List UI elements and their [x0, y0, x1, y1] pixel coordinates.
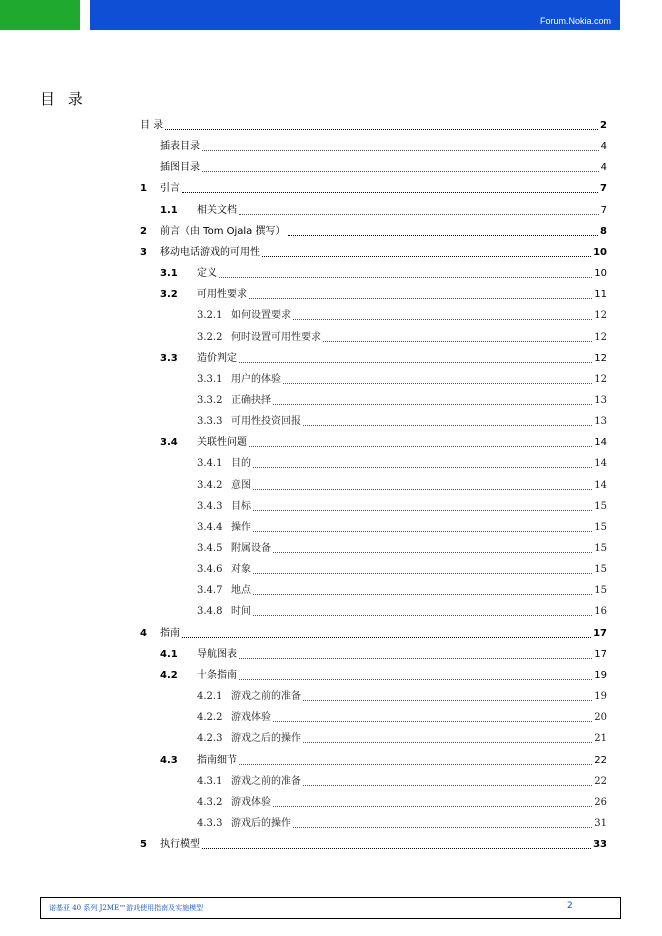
toc-leader-dots: [249, 298, 592, 299]
toc-leader-dots: [323, 341, 592, 342]
toc-entry-page: 10: [593, 247, 607, 258]
toc-leader-dots: [253, 510, 592, 511]
toc-entry-title: 游戏体验: [231, 712, 271, 723]
toc-entry-page: 15: [594, 522, 607, 533]
toc-entry-number: 5: [140, 839, 147, 850]
toc-entry-number: 4.1: [160, 649, 178, 660]
toc-entry[interactable]: [0, 754, 607, 768]
toc-entry-number: 4.3.2: [197, 797, 223, 808]
toc-entry-number: 3.4: [160, 437, 178, 448]
toc-entry-page: 17: [593, 628, 607, 639]
toc-entry[interactable]: [0, 394, 607, 408]
toc-entry[interactable]: [0, 732, 607, 746]
toc-entry-title: 用户的体验: [231, 374, 281, 385]
toc-leader-dots: [273, 806, 592, 807]
toc-entry-page: 15: [594, 585, 607, 596]
toc-entry-number: 4.3: [160, 755, 178, 766]
toc-entry[interactable]: [0, 182, 607, 196]
toc-entry-page: 12: [594, 374, 607, 385]
toc-entry[interactable]: [0, 436, 607, 450]
toc-leader-dots: [239, 214, 599, 215]
toc-entry-title: 插表目录: [160, 141, 200, 152]
toc-entry-page: 15: [594, 564, 607, 575]
toc-leader-dots: [273, 552, 592, 553]
toc-entry-number: 3.3.1: [197, 374, 223, 385]
toc-entry-page: 15: [594, 543, 607, 554]
toc-entry-page: 14: [594, 437, 607, 448]
toc-entry[interactable]: [0, 605, 607, 619]
toc-entry-page: 15: [594, 501, 607, 512]
toc-entry-number: 3: [140, 247, 147, 258]
toc-entry-page: 20: [594, 712, 607, 723]
toc-entry-title: 可用性要求: [197, 289, 247, 300]
toc-entry-title: 游戏之前的准备: [231, 691, 301, 702]
toc-entry-title: 指南细节: [197, 755, 237, 766]
toc-entry-number: 3.4.5: [197, 543, 223, 554]
toc-entry-title: 定义: [197, 268, 217, 279]
toc-entry-title: 如何设置要求: [231, 310, 291, 321]
toc-entry-title: 目 录: [140, 120, 164, 131]
toc-leader-dots: [253, 489, 592, 490]
toc-entry-page: 26: [594, 797, 607, 808]
toc-entry[interactable]: [0, 352, 607, 366]
toc-entry[interactable]: [0, 690, 607, 704]
toc-entry-page: 4: [600, 141, 607, 152]
toc-entry-number: 1: [140, 183, 147, 194]
toc-entry-title: 前言（由 Tom Ojala 撰写）: [160, 226, 286, 237]
toc-leader-dots: [273, 404, 592, 405]
toc-entry-title: 执行模型: [160, 839, 200, 850]
toc-entry-number: 3.4.4: [197, 522, 223, 533]
toc-leader-dots: [283, 383, 592, 384]
toc-entry[interactable]: [0, 373, 607, 387]
toc-entry[interactable]: [0, 711, 607, 725]
toc-entry-title: 对象: [231, 564, 251, 575]
footer-document-title: 诺基亚 40 系列 J2ME™游戏使用指南及实施模型: [49, 904, 204, 912]
toc-entry-page: 12: [594, 310, 607, 321]
toc-entry-title: 移动电话游戏的可用性: [160, 247, 260, 258]
toc-entry[interactable]: [0, 479, 607, 493]
toc-leader-dots: [303, 700, 592, 701]
toc-entry-title: 游戏之后的操作: [231, 733, 301, 744]
toc-entry[interactable]: [0, 309, 607, 323]
toc-leader-dots: [253, 467, 592, 468]
toc-entry-number: 3.1: [160, 268, 178, 279]
toc-leader-dots: [253, 573, 592, 574]
toc-entry[interactable]: [0, 838, 607, 852]
toc-entry-page: 16: [594, 606, 607, 617]
toc-entry[interactable]: [0, 457, 607, 471]
toc-entry-page: 12: [594, 353, 607, 364]
toc-entry-title: 意图: [231, 480, 251, 491]
toc-entry-page: 2: [600, 120, 607, 131]
toc-leader-dots: [202, 150, 599, 151]
toc-entry-title: 相关文档: [197, 205, 237, 216]
toc-entry-title: 时间: [231, 606, 251, 617]
toc-leader-dots: [249, 446, 592, 447]
toc-entry-number: 4.3.1: [197, 776, 223, 787]
toc-entry-page: 12: [594, 332, 607, 343]
toc-entry[interactable]: [0, 415, 607, 429]
toc-entry-page: 13: [594, 416, 607, 427]
toc-leader-dots: [239, 764, 592, 765]
toc-entry[interactable]: [0, 288, 607, 302]
toc-entry[interactable]: [0, 584, 607, 598]
toc-entry-page: 8: [600, 226, 607, 237]
toc-entry-page: 4: [600, 162, 607, 173]
toc-leader-dots: [262, 256, 591, 257]
toc-entry[interactable]: [0, 521, 607, 535]
toc-entry-number: 2: [140, 226, 147, 237]
toc-entry-number: 3.2.2: [197, 332, 223, 343]
header-green-bar: [0, 0, 80, 30]
toc-entry-title: 地点: [231, 585, 251, 596]
toc-leader-dots: [293, 827, 592, 828]
toc-entry-page: 14: [594, 458, 607, 469]
toc-entry-title: 何时设置可用性要求: [231, 332, 321, 343]
toc-entry-number: 3.4.2: [197, 480, 223, 491]
toc-entry-title: 造价判定: [197, 353, 237, 364]
toc-entry-page: 19: [594, 670, 607, 681]
toc-entry[interactable]: [0, 775, 607, 789]
toc-entry-title: 引言: [160, 183, 180, 194]
toc-entry-number: 3.4.6: [197, 564, 223, 575]
toc-entry-number: 3.2: [160, 289, 178, 300]
toc-entry[interactable]: [0, 500, 607, 514]
toc-entry-title: 插图目录: [160, 162, 200, 173]
toc-entry-title: 导航图表: [197, 649, 237, 660]
toc-entry-page: 22: [594, 755, 607, 766]
toc-entry-page: 7: [600, 183, 607, 194]
toc-entry[interactable]: [0, 225, 607, 239]
toc-leader-dots: [239, 362, 592, 363]
toc-entry-number: 4.2.3: [197, 733, 223, 744]
toc-leader-dots: [239, 658, 592, 659]
toc-entry-title: 游戏后的操作: [231, 818, 291, 829]
toc-entry[interactable]: [0, 563, 607, 577]
toc-entry-page: 31: [594, 818, 607, 829]
toc-entry[interactable]: [0, 246, 607, 260]
toc-entry[interactable]: [0, 119, 607, 133]
toc-entry-number: 4.2.2: [197, 712, 223, 723]
toc-entry-number: 3.2.1: [197, 310, 223, 321]
toc-entry-title: 目标: [231, 501, 251, 512]
toc-entry-number: 3.4.7: [197, 585, 223, 596]
toc-entry[interactable]: [0, 161, 607, 175]
toc-entry-title: 十条指南: [197, 670, 237, 681]
toc-entry-title: 游戏体验: [231, 797, 271, 808]
toc-leader-dots: [253, 615, 592, 616]
toc-entry-page: 19: [594, 691, 607, 702]
toc-entry-title: 游戏之前的准备: [231, 776, 301, 787]
footer-page-number: 2: [567, 901, 573, 911]
toc-entry[interactable]: [0, 669, 607, 683]
toc-entry-page: 10: [594, 268, 607, 279]
toc-leader-dots: [303, 425, 592, 426]
toc-entry-page: 7: [600, 205, 607, 216]
toc-entry-page: 33: [593, 839, 607, 850]
toc-leader-dots: [303, 742, 592, 743]
toc-entry-title: 指南: [160, 628, 180, 639]
toc-entry[interactable]: [0, 648, 607, 662]
toc-entry-title: 附属设备: [231, 543, 271, 554]
header-site-link[interactable]: Forum.Nokia.com: [539, 16, 611, 26]
toc-leader-dots: [303, 785, 592, 786]
toc-leader-dots: [202, 848, 591, 849]
toc-entry[interactable]: [0, 542, 607, 556]
toc-leader-dots: [239, 679, 592, 680]
toc-entry-number: 3.4.1: [197, 458, 223, 469]
toc-entry-page: 11: [594, 289, 607, 300]
header-blue-bar: [90, 0, 620, 30]
toc-leader-dots: [219, 277, 592, 278]
toc-entry-number: 4.3.3: [197, 818, 223, 829]
toc-entry-number: 3.3: [160, 353, 178, 364]
toc-leader-dots: [253, 531, 592, 532]
toc-entry-number: 3.4.8: [197, 606, 223, 617]
toc-entry[interactable]: [0, 796, 607, 810]
toc-leader-dots: [202, 171, 599, 172]
toc-entry-title: 关联性问题: [197, 437, 247, 448]
toc-entry[interactable]: [0, 817, 607, 831]
toc-entry-title: 操作: [231, 522, 251, 533]
toc-entry-number: 3.4.3: [197, 501, 223, 512]
toc-leader-dots: [182, 637, 591, 638]
toc-leader-dots: [165, 129, 598, 130]
toc-entry-page: 17: [594, 649, 607, 660]
toc-entry[interactable]: [0, 331, 607, 345]
toc-entry-title: 正确抉择: [231, 395, 271, 406]
toc-entry-number: 1.1: [160, 205, 178, 216]
page-title: 目 录: [40, 90, 87, 108]
toc-entry-page: 13: [594, 395, 607, 406]
page-footer: [40, 897, 621, 919]
toc-entry-page: 21: [594, 733, 607, 744]
toc-entry[interactable]: [0, 204, 607, 218]
toc-entry-title: 可用性投资回报: [231, 416, 301, 427]
toc-entry-number: 4.2.1: [197, 691, 223, 702]
toc-leader-dots: [273, 721, 592, 722]
toc-leader-dots: [293, 319, 592, 320]
toc-entry-number: 3.3.3: [197, 416, 223, 427]
toc-entry-number: 4: [140, 628, 147, 639]
toc-entry[interactable]: [0, 267, 607, 281]
toc-leader-dots: [182, 192, 598, 193]
toc-leader-dots: [288, 235, 598, 236]
toc-entry-number: 3.3.2: [197, 395, 223, 406]
toc-entry-number: 4.2: [160, 670, 178, 681]
toc-entry[interactable]: [0, 627, 607, 641]
toc-leader-dots: [253, 594, 592, 595]
toc-entry-title: 目的: [231, 458, 251, 469]
toc-entry[interactable]: [0, 140, 607, 154]
toc-entry-page: 22: [594, 776, 607, 787]
toc-entry-page: 14: [594, 480, 607, 491]
